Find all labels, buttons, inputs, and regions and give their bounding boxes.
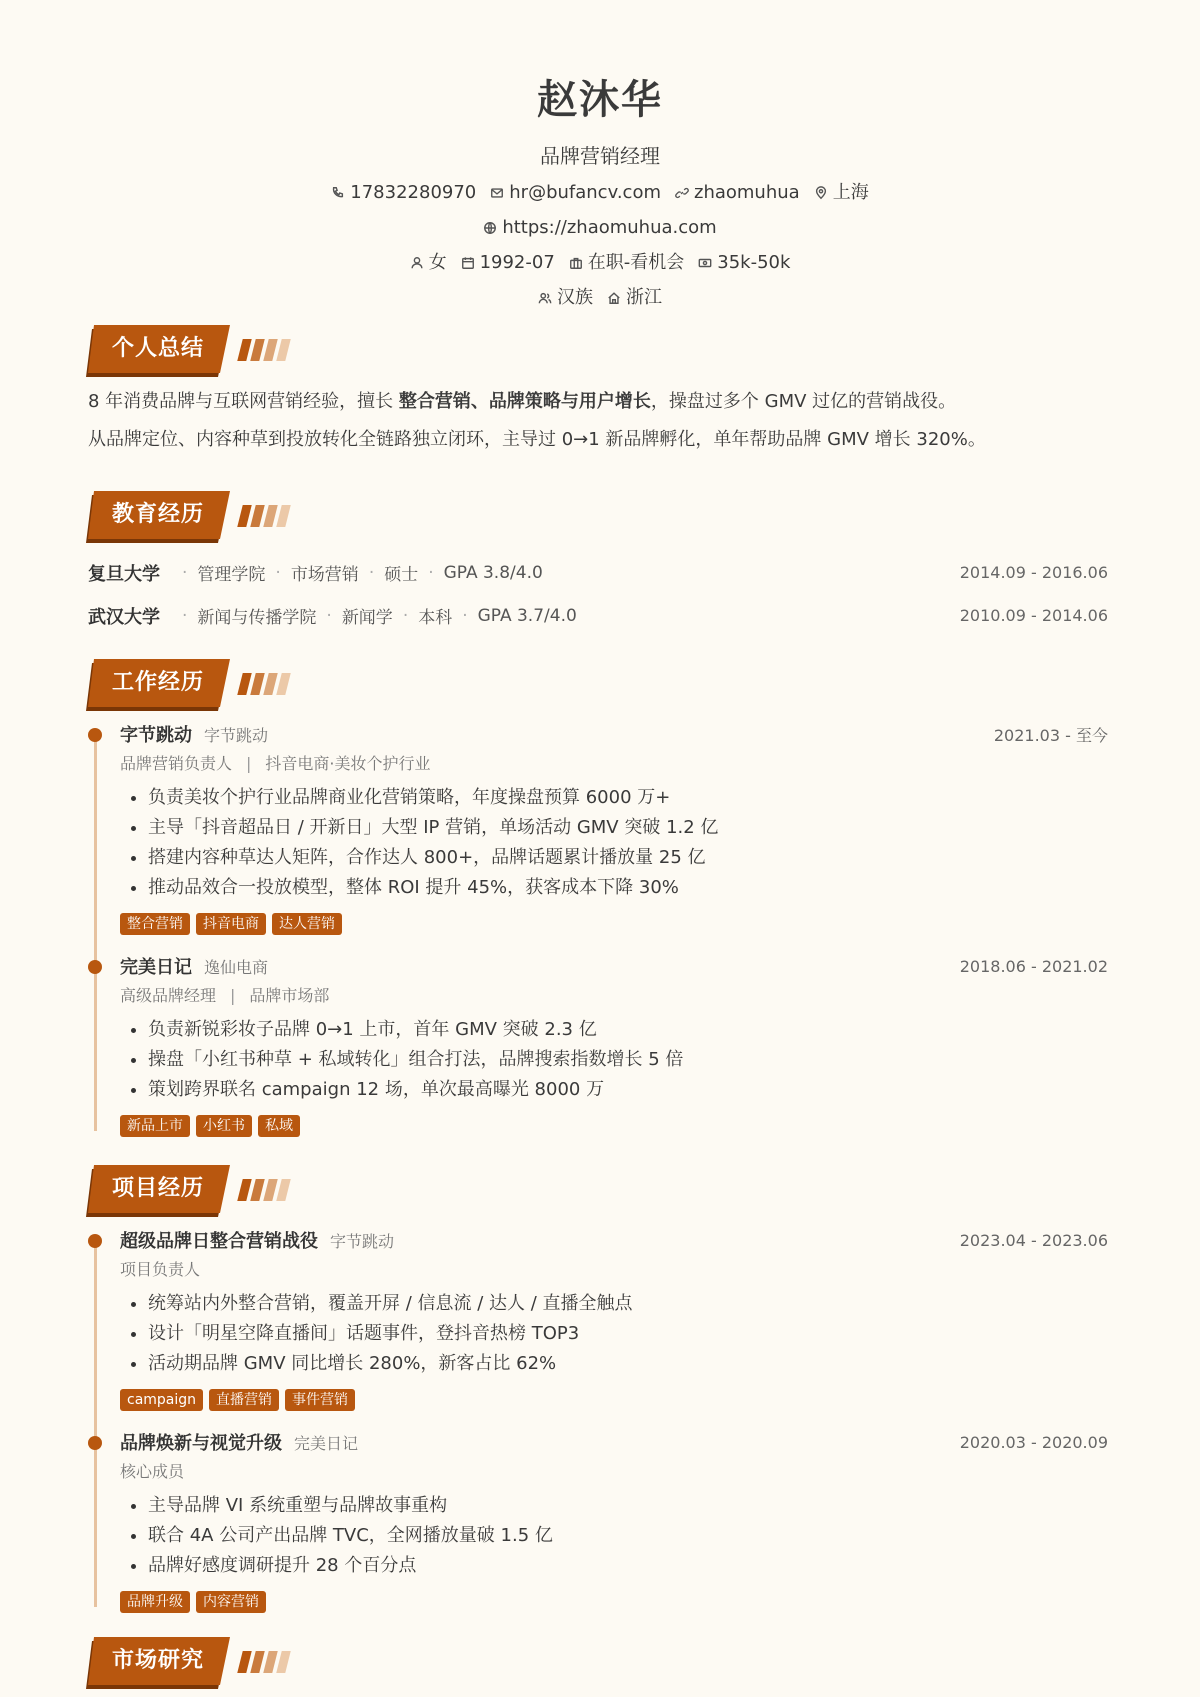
hometown-item — [607, 285, 662, 311]
tag-list — [120, 1115, 1108, 1137]
education-row: 复旦大学 · 管理学院 · 市场营销 · 硕士 · GPA 3.8/4.0 2014.09 - 2016.06 — [88, 551, 1108, 594]
section-title: 个人总结 — [112, 336, 205, 361]
personal-row — [0, 250, 1200, 276]
timeline-dot — [88, 728, 102, 742]
email-item[interactable] — [490, 180, 661, 206]
project-entry — [92, 1225, 1108, 1411]
decorative-stripes — [240, 673, 288, 695]
group-icon — [538, 291, 552, 305]
school-name: 复旦大学 — [88, 563, 160, 585]
college: 新闻与传播学院 — [197, 608, 317, 628]
decorative-stripes — [240, 339, 288, 361]
summary-line: 8 年消费品牌与互联网营销经验，擅长 整合营销、品牌策略与用户增长，操盘过多个 GMV 过亿的营销战役。 — [88, 391, 957, 412]
tag-list — [120, 1389, 1108, 1411]
ethnicity-item — [538, 285, 593, 311]
role-line: 高级品牌经理 | 品牌市场部 — [120, 986, 330, 1005]
section-header — [88, 1165, 1108, 1213]
contact-row — [0, 180, 1200, 206]
skill-tag: 小红书 — [196, 1115, 252, 1137]
decorative-stripes — [240, 1179, 288, 1201]
wechat-item — [675, 180, 800, 206]
education-list — [88, 551, 1108, 637]
skill-tag: campaign — [120, 1389, 203, 1411]
globe-icon — [483, 221, 497, 235]
work-entry — [92, 719, 1108, 935]
project-entry — [92, 1427, 1108, 1613]
bullet-item: • 联合 4A 公司产出品牌 TVC，全网播放量破 1.5 亿 — [148, 1521, 1108, 1551]
timeline-dot — [88, 1234, 102, 1248]
date-range: 2020.03 - 2020.09 — [959, 1432, 1108, 1452]
degree: 本科 — [418, 608, 453, 628]
work-section — [88, 659, 1108, 1137]
school-name: 武汉大学 — [88, 606, 160, 628]
gpa: GPA 3.7/4.0 — [477, 605, 577, 626]
bullet-item: • 推动品效合一投放模型，整体 ROI 提升 45%，获客成本下降 30% — [148, 873, 1108, 903]
status-item — [569, 250, 685, 276]
status-text: 在职-看机会 — [587, 252, 685, 273]
bullet-item: • 搭建内容种草达人矩阵，合作达人 800+，品牌话题累计播放量 25 亿 — [148, 843, 1108, 873]
city-item — [814, 180, 869, 206]
mail-icon — [490, 186, 504, 200]
bullet-list — [120, 1289, 1108, 1379]
education-row: 武汉大学 · 新闻与传播学院 · 新闻学 · 本科 · GPA 3.7/4.0 2010.09 - 2014.06 — [88, 594, 1108, 637]
projects-section — [88, 1165, 1108, 1613]
project-name: 超级品牌日整合营销战役 — [120, 1231, 318, 1252]
gpa: GPA 3.8/4.0 — [443, 562, 543, 583]
birth-text: 1992-07 — [479, 252, 555, 273]
project-org: 字节跳动 — [330, 1232, 395, 1251]
skill-tag: 新品上市 — [120, 1115, 190, 1137]
date-range: 2014.09 - 2016.06 — [959, 563, 1108, 582]
company-org: 字节跳动 — [204, 726, 269, 745]
candidate-name: 赵沐华 — [537, 77, 663, 123]
section-title: 工作经历 — [112, 670, 205, 695]
hometown-text: 浙江 — [626, 287, 662, 308]
project-timeline — [92, 1225, 1108, 1613]
bullet-list — [120, 1491, 1108, 1581]
skill-tag: 事件营销 — [285, 1389, 355, 1411]
company-name: 字节跳动 — [120, 725, 192, 746]
calendar-icon — [461, 256, 475, 270]
work-timeline — [92, 719, 1108, 1137]
website-row — [0, 215, 1200, 241]
timeline-dot — [88, 1436, 102, 1450]
resume-header — [0, 0, 1200, 311]
major: 市场营销 — [290, 565, 359, 585]
location-icon — [814, 186, 828, 200]
summary-section — [88, 325, 1108, 459]
date-range: 2018.06 - 2021.02 — [959, 956, 1108, 976]
birth-item — [461, 250, 555, 276]
decorative-stripes — [240, 1651, 288, 1673]
gender-item — [410, 250, 447, 276]
decorative-stripes — [240, 505, 288, 527]
salary-item — [698, 250, 790, 276]
home-icon — [607, 291, 621, 305]
bullet-item: • 统筹站内外整合营销，覆盖开屏 / 信息流 / 达人 / 直播全触点 — [148, 1289, 1108, 1319]
website-item[interactable] — [483, 215, 716, 241]
skill-tag: 达人营销 — [272, 913, 342, 935]
college: 管理学院 — [197, 565, 266, 585]
website-text[interactable]: https://zhaomuhua.com — [502, 217, 717, 238]
phone-text: 17832280970 — [350, 182, 477, 203]
section-header — [88, 325, 1108, 373]
bullet-list — [120, 783, 1108, 903]
phone-item — [331, 180, 476, 206]
role-line: 项目负责人 — [120, 1260, 201, 1279]
tag-list — [120, 913, 1108, 935]
section-title: 教育经历 — [112, 502, 205, 527]
bullet-item: • 策划跨界联名 campaign 12 场，单次最高曝光 8000 万 — [148, 1075, 1108, 1105]
phone-icon — [331, 186, 345, 200]
timeline-dot — [88, 960, 102, 974]
skill-tag: 直播营销 — [209, 1389, 279, 1411]
tag-list — [120, 1591, 1108, 1613]
money-icon — [698, 256, 712, 270]
bullet-item: • 主导「抖音超品日 / 开新日」大型 IP 营销，单场活动 GMV 突破 1.2 亿 — [148, 813, 1108, 843]
bullet-item: • 操盘「小红书种草 + 私域转化」组合打法，品牌搜索指数增长 5 倍 — [148, 1045, 1108, 1075]
company-name: 完美日记 — [120, 957, 192, 978]
user-icon — [410, 256, 424, 270]
research-section — [88, 1637, 1108, 1685]
work-entry — [92, 951, 1108, 1137]
ethnicity-text: 汉族 — [557, 287, 593, 308]
city-text: 上海 — [832, 182, 869, 203]
section-header — [88, 659, 1108, 707]
project-org: 完美日记 — [294, 1434, 359, 1453]
skill-tag: 品牌升级 — [120, 1591, 190, 1613]
bullet-item: • 设计「明星空降直播间」话题事件，登抖音热榜 TOP3 — [148, 1319, 1108, 1349]
summary-text — [88, 383, 1108, 459]
skill-tag: 整合营销 — [120, 913, 190, 935]
briefcase-icon — [569, 256, 583, 270]
education-section — [88, 491, 1108, 637]
bullet-item: • 品牌好感度调研提升 28 个百分点 — [148, 1551, 1108, 1581]
date-range: 2021.03 - 至今 — [993, 725, 1108, 745]
skill-tag: 内容营销 — [196, 1591, 266, 1613]
date-range: 2010.09 - 2014.06 — [959, 606, 1108, 625]
bullet-item: • 主导品牌 VI 系统重塑与品牌故事重构 — [148, 1491, 1108, 1521]
section-title: 市场研究 — [112, 1648, 205, 1673]
skill-tag: 抖音电商 — [196, 913, 266, 935]
job-title: 品牌营销经理 — [540, 144, 660, 168]
email-text[interactable]: hr@bufancv.com — [509, 182, 661, 203]
company-org: 逸仙电商 — [204, 958, 269, 977]
salary-text: 35k-50k — [717, 252, 791, 273]
skill-tag: 私域 — [258, 1115, 300, 1137]
gender-text: 女 — [428, 252, 447, 273]
section-title: 项目经历 — [112, 1176, 205, 1201]
project-name: 品牌焕新与视觉升级 — [120, 1433, 282, 1454]
link-icon — [675, 186, 689, 200]
bullet-list — [120, 1015, 1108, 1105]
bullet-item: • 负责新锐彩妆子品牌 0→1 上市，首年 GMV 突破 2.3 亿 — [148, 1015, 1108, 1045]
section-header — [88, 491, 1108, 539]
degree: 硕士 — [384, 565, 419, 585]
role-line: 核心成员 — [120, 1462, 185, 1481]
origin-row — [0, 285, 1200, 311]
wechat-text: zhaomuhua — [694, 182, 800, 203]
bullet-item: • 负责美妆个护行业品牌商业化营销策略，年度操盘预算 6000 万+ — [148, 783, 1108, 813]
section-header — [88, 1637, 1108, 1685]
date-range: 2023.04 - 2023.06 — [959, 1230, 1108, 1250]
major: 新闻学 — [341, 608, 393, 628]
summary-line: 从品牌定位、内容种草到投放转化全链路独立闭环，主导过 0→1 新品牌孵化，单年帮助品牌 GMV 增长 320%。 — [88, 429, 986, 450]
role-line: 品牌营销负责人 | 抖音电商·美妆个护行业 — [120, 754, 431, 773]
bullet-item: • 活动期品牌 GMV 同比增长 280%，新客占比 62% — [148, 1349, 1108, 1379]
